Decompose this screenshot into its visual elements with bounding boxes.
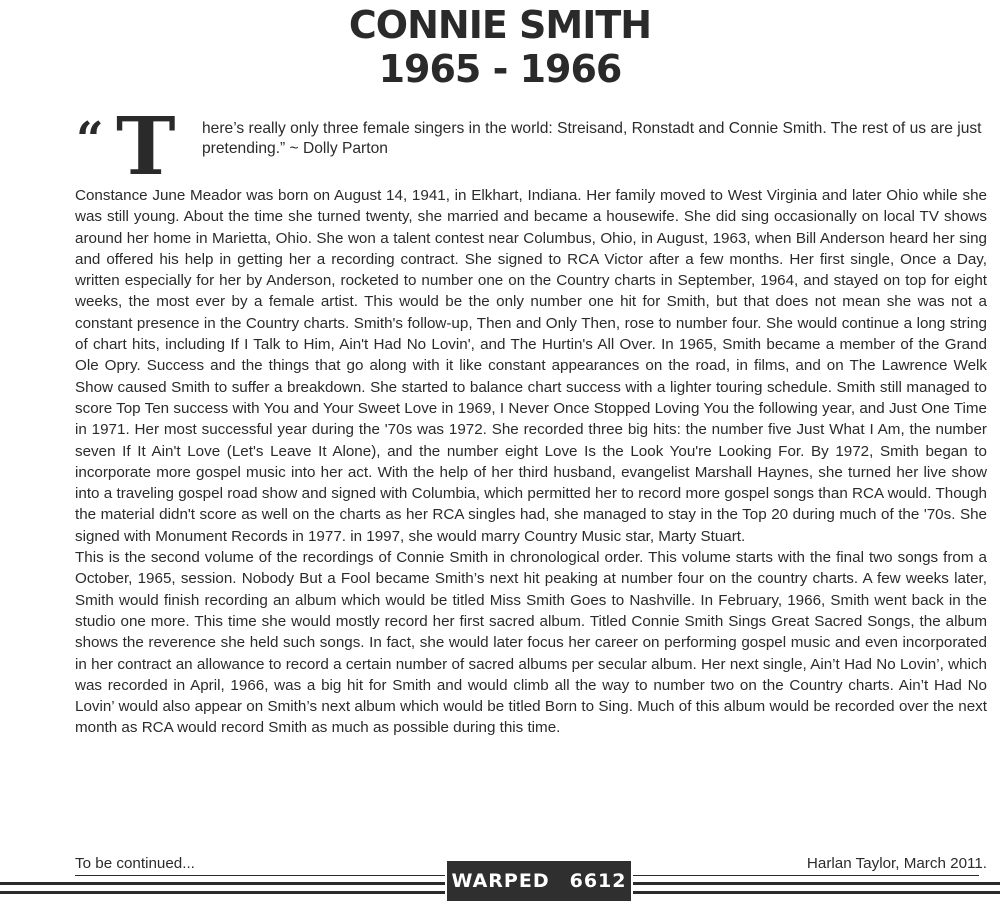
liner-notes-body: [75, 185, 987, 739]
year-range: 1965 - 1966: [378, 47, 622, 91]
biography-paragraph: Constance June Meador was born on August 14, 1941, in Elkhart, Indiana. Her family moved to West Virginia and later Ohio while she was still young. About the time she turned twenty, she married and became a housewife. She did sing occasionally on local TV shows around her home in Marietta, Ohio. She won a talent contest near Columbus, Ohio, in August, 1963, when Bill Anderson heard her sing and offered his help in getting her a recording contract. She signed to RCA Victor after a few months. Her first single, Once a Day, written especially for her by Anderson, rocketed to number one on the Country charts in September, 1964, and stayed on top for eight weeks, the most ever by a female artist. This would be the only number one hit for Smith, but that does not mean she was not a constant presence in the Country charts. Smith's follow-up, Then and Only Then, rose to number four. She would continue a long string of chart hits, including If I Talk to Him, Ain't Had No Lovin', and The Hurtin's All Over. In 1965, Smith became a member of the Grand Ole Opry. Success and the things that go along with it like constant appearances on the road, in films, and on The Lawrence Welk Show caused Smith to suffer a breakdown. She started to balance chart success with a lighter touring schedule. Smith still managed to score Top Ten success with You and Your Sweet Love in 1969, I Never Once Stopped Loving You the following year, and Just One Time in 1971. Her most successful year during the '70s was 1972. She recorded three big hits: the number five Just What I Am, the number seven If It Ain't Love (Let's Leave It Alone), and the number eight Love Is the Look You're Looking For. By 1972, Smith began to incorporate more gospel music into her act. With the help of her third husband, evangelist Marshall Haynes, she turned her live show into a traveling gospel road show and signed with Columbia, which permitted her to record more gospel songs than RCA would. Though the material didn't score as well on the charts as her RCA singles had, she managed to stay in the Top 20 during much of the '70s. She signed with Monument Records in 1977. in 1997, she would marry Country Music star, Marty Stuart.: [75, 187, 987, 545]
footer-rule-left-mid: [0, 882, 445, 885]
footer-rule-right-top: [633, 875, 979, 876]
label-name: WARPED: [451, 870, 550, 892]
quote-mark: “: [76, 112, 104, 168]
drop-cap: T: [116, 99, 176, 193]
footer-rule-right-mid: [633, 882, 1000, 885]
volume-paragraph: This is the second volume of the recordings of Connie Smith in chronological order. This volume starts with the final two songs from a October, 1965, session. Nobody But a Fool became Smith’s next hit peaking at number four on the country charts. A few weeks later, Smith would finish recording an album which would be titled Miss Smith Goes to Nashville. In February, 1966, Smith went back in the studio one more. This time she would mostly record her first sacred album. Titled Connie Smith Sings Great Sacred Songs, the album shows the reverence she held such songs. In fact, she would later focus her career on performing gospel music and even incorporated in her contract an allowance to record a certain number of sacred albums per secular album. Her next single, Ain’t Had No Lovin’, which was recorded in April, 1966, was a big hit for Smith and would climb all the way to number two on the Country charts. Ain’t Had No Lovin’ would also appear on Smith’s next album which would be titled Born to Sing. Much of this album would be recorded over the next month as RCA would record Smith as much as possible during this time.: [75, 549, 987, 737]
footer-rule-left-bottom: [0, 891, 445, 894]
to-be-continued: To be continued...: [75, 855, 195, 872]
page-title: [0, 0, 1000, 92]
opening-quote: [76, 99, 988, 193]
footer-rule-right-bottom: [633, 891, 1000, 894]
author-signature: Harlan Taylor, March 2011.: [806, 855, 987, 872]
artist-name: CONNIE SMITH: [348, 3, 652, 47]
footer-rule-left-top: [75, 875, 445, 876]
quote-text: here’s really only three female singers in the world: Streisand, Ronstadt and Connie Smith. The rest of us are just pretending.” ~ Dolly Parton: [202, 120, 982, 157]
catalog-number: 6612: [569, 870, 627, 892]
catalog-badge: [447, 861, 631, 901]
